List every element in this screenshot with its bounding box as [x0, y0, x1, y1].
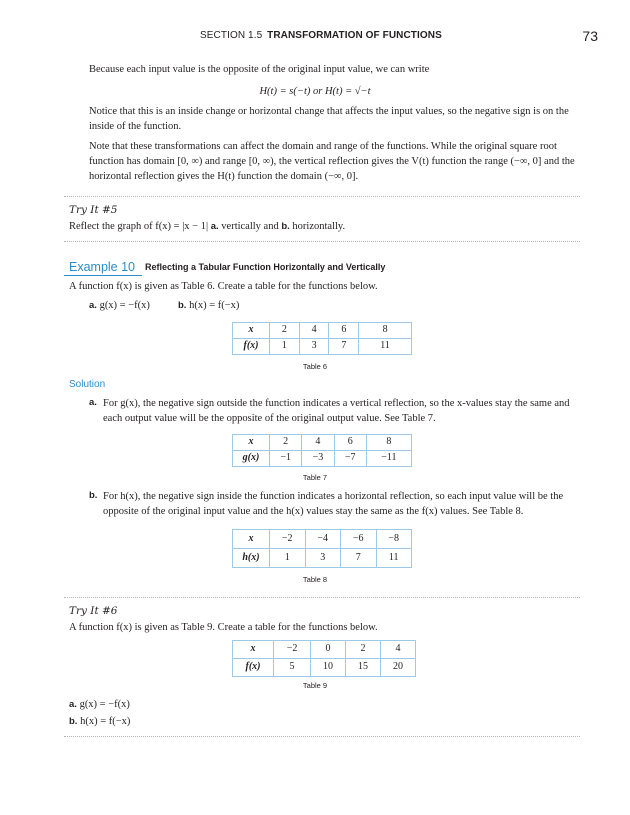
- try-6-a-label: a.: [69, 699, 77, 710]
- example-label: Example 10: [69, 260, 136, 274]
- solution-a-text: For g(x), the negative sign outside the function indicates a vertical reflection, so the x-values stay the same and each output value will be the opposite of the original output value. See Table 7.: [103, 398, 570, 425]
- solution-part-a: [89, 396, 579, 426]
- divider: [64, 196, 580, 197]
- table-cell: −11: [366, 451, 411, 467]
- table-cell: 1: [270, 549, 306, 568]
- solution-label: Solution: [69, 379, 106, 390]
- table-cell: 3: [305, 549, 341, 568]
- table-cell: −6: [341, 530, 377, 549]
- table-row: [233, 641, 416, 659]
- intro-paragraph-1: Because each input value is the opposite of the original input value, we can write: [89, 64, 430, 75]
- try-6-b-label: b.: [69, 716, 78, 727]
- table-cell: 3: [299, 339, 329, 355]
- table-8: [232, 529, 412, 568]
- try-it-5-text: [69, 219, 345, 234]
- try-it-5-a-text: vertically and: [221, 221, 279, 232]
- table-cell: 5: [274, 659, 311, 677]
- table-cell: 4: [302, 435, 334, 451]
- table-header-cell: h(x): [233, 549, 270, 568]
- table-cell: 2: [270, 435, 302, 451]
- page-number: 73: [582, 28, 598, 44]
- try-it-6-part-a: [69, 697, 130, 712]
- part-a-text: g(x) = −f(x): [99, 300, 150, 311]
- try-it-6-part-b: [69, 714, 130, 729]
- solution-b-text: For h(x), the negative sign inside the function indicates a horizontal reflection, so each input value will be the opposite of the original input value and the h(x) values stay the same as the f(x) values. See Table 8.: [103, 491, 564, 518]
- example-part-b: [178, 298, 239, 313]
- table-cell: 4: [299, 323, 329, 339]
- part-b-text: h(x) = f(−x): [189, 300, 240, 311]
- example-underline: [64, 275, 142, 276]
- table-9: [232, 640, 416, 677]
- table-cell: 2: [270, 323, 300, 339]
- table-cell: 11: [376, 549, 412, 568]
- intro-paragraph-3: Note that these transformations can affect the domain and range of the functions. While the original square root function has domain [0, ∞) and range [0, ∞), the vertical reflection gives the V(t) function the range (−∞, 0] and the horizontal reflection gives the H(t) function the domain (−∞, 0].: [89, 141, 575, 183]
- try-6-b-text: h(x) = f(−x): [80, 716, 131, 727]
- table-row: [233, 339, 412, 355]
- section-label: SECTION 1.5 TRANSFORMATION OF FUNCTIONS: [200, 30, 442, 41]
- table-cell: 0: [311, 641, 346, 659]
- try-it-6-intro: A function f(x) is given as Table 9. Create a table for the functions below.: [69, 622, 378, 633]
- table-cell: 2: [346, 641, 381, 659]
- table-9-caption: Table 9: [302, 681, 328, 690]
- table-header-cell: x: [233, 530, 270, 549]
- table-cell: −4: [305, 530, 341, 549]
- table-header-cell: f(x): [233, 339, 270, 355]
- table-cell: 11: [359, 339, 412, 355]
- table-cell: 10: [311, 659, 346, 677]
- example-10-heading: [69, 258, 386, 276]
- table-cell: 6: [334, 435, 366, 451]
- table-cell: 15: [346, 659, 381, 677]
- table-cell: 1: [270, 339, 300, 355]
- table-7: [232, 434, 412, 467]
- table-header-cell: g(x): [233, 451, 270, 467]
- table-header-cell: x: [233, 641, 274, 659]
- example-10-intro: A function f(x) is given as Table 6. Create a table for the functions below.: [69, 281, 378, 292]
- table-cell: 7: [329, 339, 359, 355]
- divider: [64, 241, 580, 242]
- table-6: [232, 322, 412, 355]
- table-cell: −3: [302, 451, 334, 467]
- section-title: TRANSFORMATION OF FUNCTIONS: [267, 30, 442, 41]
- example-part-a: [89, 298, 150, 313]
- table-cell: 20: [380, 659, 415, 677]
- table-cell: 8: [366, 435, 411, 451]
- try-it-5-a-label: a.: [210, 221, 219, 232]
- table-header-cell: f(x): [233, 659, 274, 677]
- table-cell: −8: [376, 530, 412, 549]
- table-row: [233, 435, 412, 451]
- table-row: [233, 451, 412, 467]
- table-cell: 8: [359, 323, 412, 339]
- table-8-caption: Table 8: [302, 575, 328, 584]
- example-title: Reflecting a Tabular Function Horizontally and Vertically: [145, 262, 386, 272]
- table-header-cell: x: [233, 323, 270, 339]
- divider: [64, 597, 580, 598]
- solution-a-label: a.: [89, 397, 97, 408]
- try-it-5-b-text: horizontally.: [292, 221, 346, 232]
- table-row: [233, 323, 412, 339]
- table-cell: 6: [329, 323, 359, 339]
- table-row: [233, 549, 412, 568]
- divider: [64, 736, 580, 737]
- table-6-caption: Table 6: [302, 362, 328, 371]
- table-cell: 4: [380, 641, 415, 659]
- table-cell: −7: [334, 451, 366, 467]
- equation-text: H(t) = s(−t) or H(t) = √−t: [259, 86, 371, 97]
- part-a-label: a.: [89, 300, 97, 311]
- try-it-5-b-label: b.: [281, 221, 290, 232]
- try-it-5-prompt: Reflect the graph of f(x) = |x − 1|: [69, 221, 209, 232]
- table-row: [233, 530, 412, 549]
- table-cell: 7: [341, 549, 377, 568]
- table-cell: −1: [270, 451, 302, 467]
- intro-paragraph-2: Notice that this is an inside change or horizontal change that affects the input values, so the negative sign is on the inside of the function.: [89, 106, 569, 133]
- running-header: [0, 29, 630, 45]
- solution-b-label: b.: [89, 490, 98, 501]
- solution-part-b: [89, 489, 579, 519]
- table-header-cell: x: [233, 435, 270, 451]
- table-cell: −2: [274, 641, 311, 659]
- table-7-caption: Table 7: [302, 473, 328, 482]
- table-row: [233, 659, 416, 677]
- try-it-5-label: Try It #5: [69, 204, 118, 216]
- equation-h-t: [0, 84, 630, 99]
- part-b-label: b.: [178, 300, 187, 311]
- try-6-a-text: g(x) = −f(x): [79, 699, 130, 710]
- try-it-6-label: Try It #6: [69, 605, 118, 617]
- table-cell: −2: [270, 530, 306, 549]
